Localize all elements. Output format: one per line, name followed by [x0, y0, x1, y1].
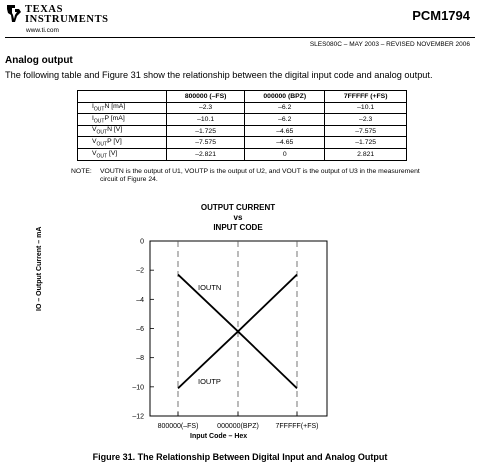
- table-cell: 0: [245, 148, 325, 160]
- table-cell: –1.725: [167, 125, 245, 137]
- y-tick-label: –4: [136, 296, 144, 304]
- series-label: IOUTP: [198, 377, 221, 386]
- row-label: $I_{OUT}N$ [mA]: [78, 102, 167, 114]
- y-tick-label: –8: [136, 355, 144, 363]
- chart-title-line: OUTPUT CURRENT: [200, 203, 276, 212]
- y-tick-label: –6: [136, 326, 144, 333]
- y-tick-label: 0: [140, 238, 144, 246]
- note-text: VOUTN is the output of U1, VOUTP is the output of U2, and VOUT is the output of U3 in the measurement circuit of Figure 24.: [100, 168, 420, 183]
- x-tick-label: 800000(–FS): [157, 423, 199, 430]
- logo-url: www.ti.com: [26, 27, 59, 34]
- row-label: $V_{OUT}$ [V]: [78, 148, 167, 160]
- table-cell: –1.725: [325, 137, 407, 149]
- table-cell: –6.2: [245, 114, 325, 126]
- table-cell: –7.575: [325, 125, 407, 137]
- x-tick-label: 7FFFFF(+FS): [275, 423, 319, 430]
- y-tick-label: –10: [132, 384, 144, 392]
- table-header-cell: 7FFFFF (+FS): [325, 91, 407, 103]
- table-cell: 2.821: [325, 148, 407, 160]
- row-label: $V_{OUT}P$ [V]: [78, 137, 167, 149]
- table-cell: –2.3: [325, 114, 407, 126]
- table-cell: –6.2: [245, 102, 325, 114]
- row-label: $V_{OUT}N$ [V]: [78, 125, 167, 137]
- series-label: IOUTN: [198, 283, 222, 292]
- y-tick-label: –2: [136, 267, 144, 275]
- table-cell: –4.65: [245, 125, 325, 137]
- logo-text-line1: TEXAS: [25, 4, 64, 15]
- row-label: $I_{OUT}P$ [mA]: [78, 114, 167, 126]
- table-cell: –4.65: [245, 137, 325, 149]
- y-axis-label: IO – Output Current – mA: [36, 226, 43, 311]
- table-cell: –2.3: [167, 102, 245, 114]
- table-header-cell: 000000 (BPZ): [245, 91, 325, 103]
- x-tick-label: 000000(BPZ): [217, 423, 259, 430]
- figure-caption: Figure 31. The Relationship Between Digital Input and Analog Output: [92, 452, 388, 462]
- table-header-cell: 800000 (–FS): [167, 91, 245, 103]
- note-label: NOTE:: [71, 168, 92, 175]
- section-heading: Analog output: [5, 55, 73, 66]
- chart-title-line: vs: [233, 213, 243, 222]
- table-cell: –2.821: [167, 148, 245, 160]
- part-number: PCM1794: [412, 8, 470, 23]
- table-cell: –7.575: [167, 137, 245, 149]
- table-cell: –10.1: [167, 114, 245, 126]
- document-id: SLES080C – MAY 2003 – REVISED NOVEMBER 2006: [309, 41, 470, 48]
- table-cell: –10.1: [325, 102, 407, 114]
- logo-text-line2: INSTRUMENTS: [25, 14, 109, 25]
- intro-paragraph: The following table and Figure 31 show the relationship between the digital input code and analog output.: [5, 70, 433, 80]
- x-axis-label: Input Code – Hex: [190, 433, 248, 440]
- plot-frame: [150, 241, 327, 416]
- chart-title-line: INPUT CODE: [213, 223, 263, 232]
- y-tick-label: –12: [132, 413, 144, 421]
